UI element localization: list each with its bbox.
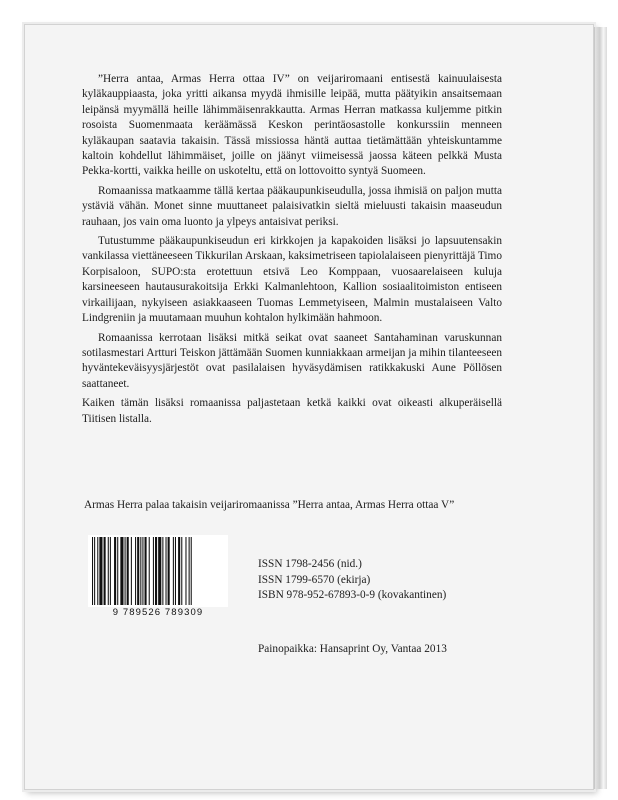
- blurb-paragraph-2: Romaanissa matkaamme tällä kertaa pääkaupunkiseudulla, jossa ihmisiä on paljon mutta ystäviä vähän. Monet sinne muuttaneet palaisivatkin sieltä mieluusti takaisin maaseudun rauhaan, jos vain oma luonto ja ylpeys antaisivat periksi.: [82, 184, 502, 228]
- isbn-hardcover: ISBN 978-952-67893-0-9 (kovakantinen): [258, 589, 447, 602]
- barcode: [88, 535, 228, 607]
- isbn-list: [258, 557, 446, 604]
- blurb-paragraph-5: Kaiken tämän lisäksi romaanissa paljastetaan ketkä kaikki ovat oikeasti alkuperäisellä Tiitisen listalla.: [82, 397, 502, 425]
- barcode-bars: [88, 535, 228, 607]
- issn-ebook: ISSN 1799-6570 (ekirja): [258, 573, 371, 586]
- sequel-note: Armas Herra palaa takaisin veijariromaanissa ”Herra antaa, Armas Herra ottaa V”: [84, 499, 455, 511]
- issn-print: ISSN 1798-2456 (nid.): [258, 558, 362, 570]
- barcode-number: 9 789526 789309: [112, 607, 204, 618]
- blurb-text: [82, 72, 502, 431]
- blurb-paragraph-3: Tutustumme pääkaupunkiseudun eri kirkkojen ja kapakoiden lisäksi jo lapsuutensakin vankilassa viettäneeseen Tikkurilan Arskaan, kaksimetriseen tapiolalaiseen pienyrittäjä Timo Korpisaloon, SUPO:sta erotettuun etsivä Leo Komppaan, vuosaarelaiseen kuluja karsineeseen hautausurakoitsija Erkki Kalmanlehtoon, Kallion sosiaalitoimiston entiseen virkailijaan, nykyiseen asiakkaaseen Tuomas Lemmetyiseen, Malmin mustalaiseen Valto Lindgreniin ja muutamaan muuhun kohtalon hylkimään hahmoon.: [82, 235, 502, 325]
- printer-info: Painopaikka: Hansaprint Oy, Vantaa 2013: [258, 643, 447, 655]
- blurb-paragraph-1: ”Herra antaa, Armas Herra ottaa IV” on veijariromaani entisestä kainuulaisesta kyläkauppiaasta, joka yritti aikansa myydä ihmisille leipää, mutta päätyikin ansaitsemaan leipänsä myymällä heille lähimmäisenrakkautta. Armas Herran matkassa kuljemme pitkin rosoista Suomenmaata keräämässä Keskon perintäosastolle konkurssiin menneen kyläkaupan saatavia takaisin. Tässä missiossa häntä auttaa tietämättään yhteiskuntamme kaltoin kohdellut lähimmäiset, joille on jäänyt viimeisessä jaossa käteen pelkkä Musta Pekka-kortti, vaikka heille on uskoteltu, että on lottovoitto syntyä Suomeen.: [82, 73, 502, 178]
- blurb-paragraph-4: Romaanissa kerrotaan lisäksi mitkä seikat ovat saaneet Santahaminan varuskunnan sotilasmestari Artturi Teiskon jättämään Suomen kunniakkaan armeijan ja mihin tilanteeseen hyväntekeväisyysjärjestöt ovat pasilalaisen hyväsydämisen ratikkakuski Aune Pöllösen saattaneet.: [82, 331, 502, 390]
- book-spine-edge: [594, 27, 607, 789]
